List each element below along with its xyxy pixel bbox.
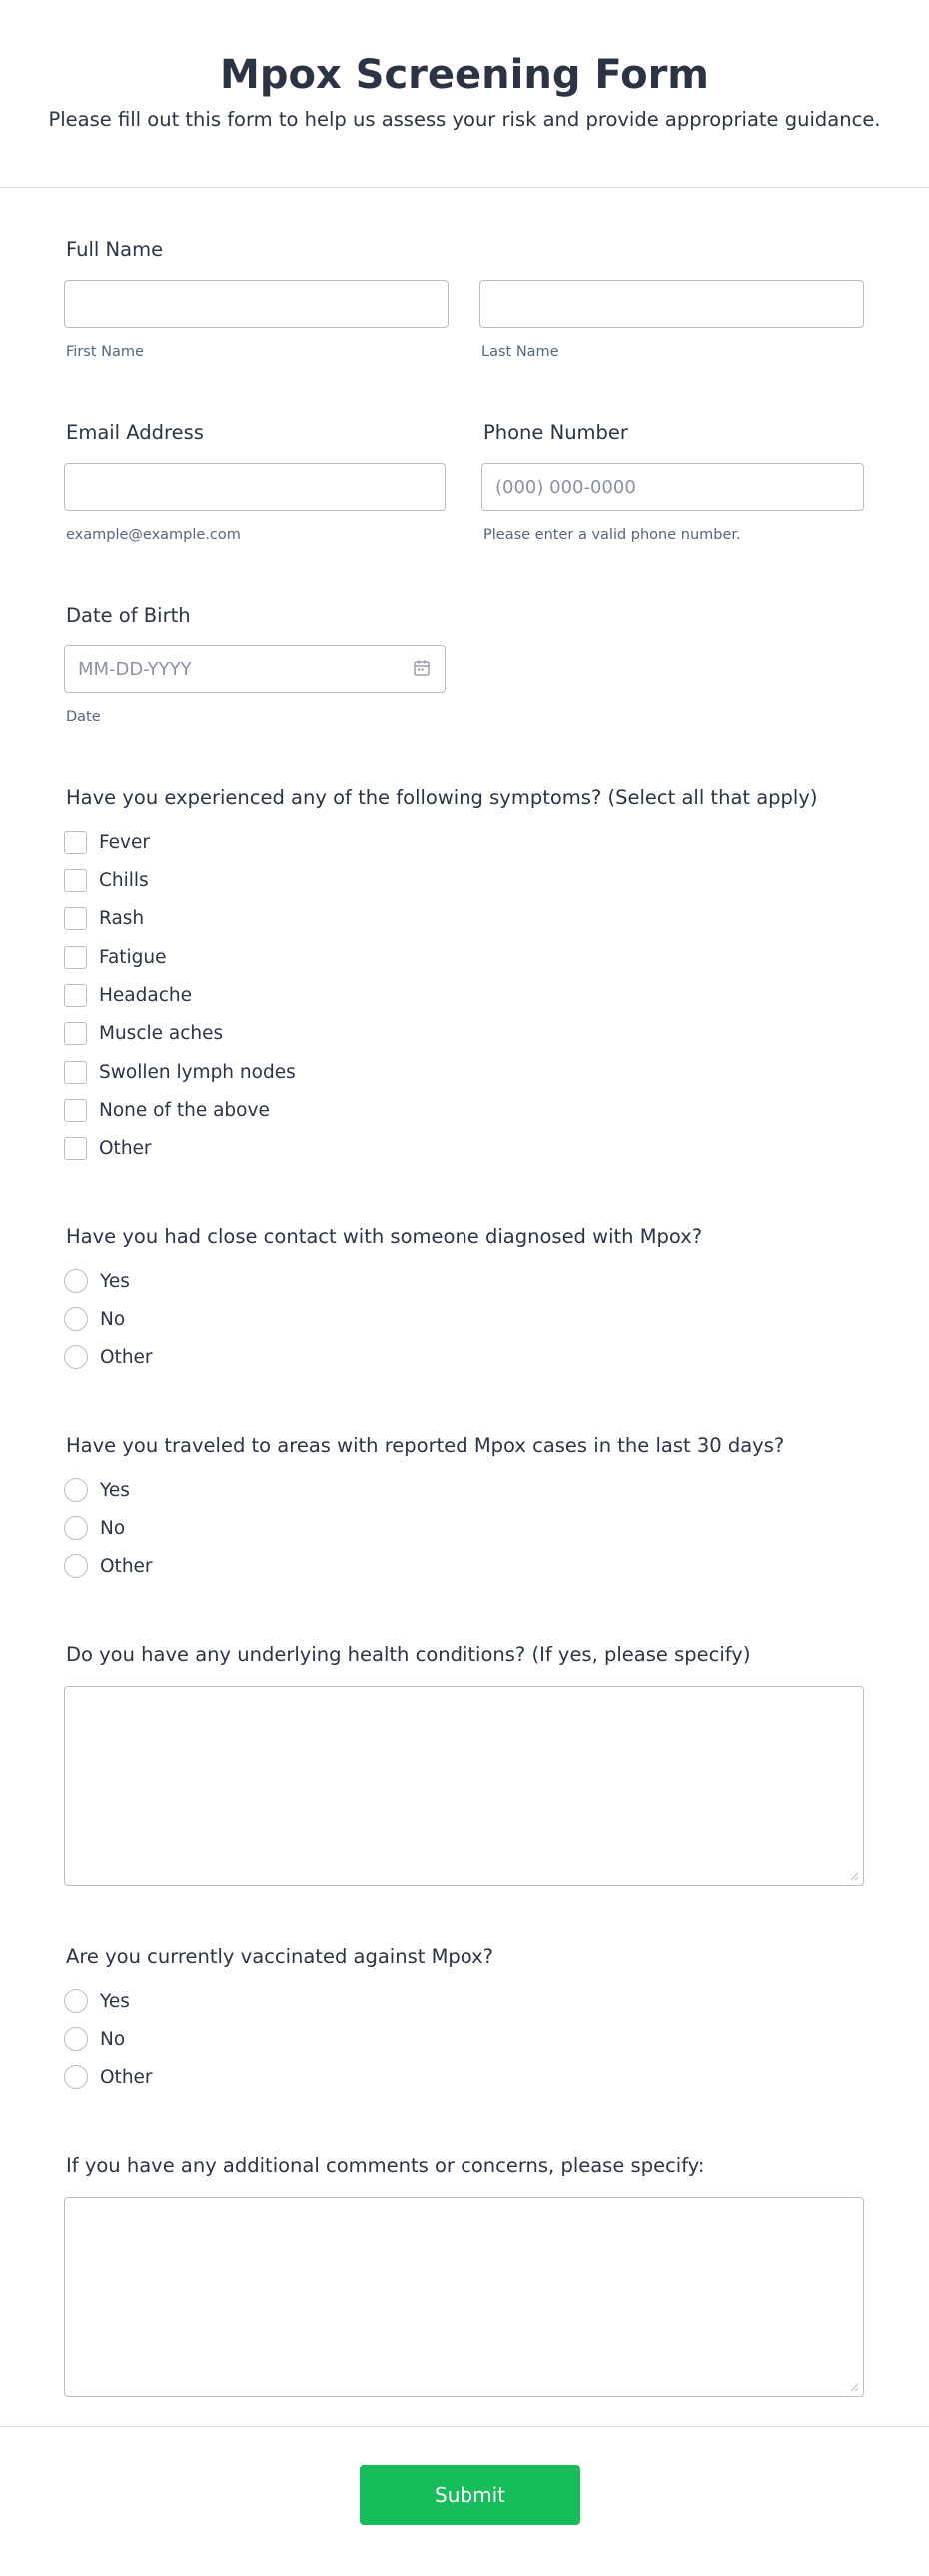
contact-option[interactable]: Other: [64, 1344, 153, 1370]
checkbox[interactable]: [64, 1022, 87, 1045]
form-title: Mpox Screening Form: [220, 52, 709, 98]
contact-option[interactable]: No: [64, 1306, 125, 1332]
dob-sublabel: Date: [66, 709, 101, 725]
contact-label: Have you had close contact with someone diagnosed with Mpox?: [66, 1225, 703, 1248]
travel-option[interactable]: Yes: [64, 1477, 130, 1503]
radio-button[interactable]: [64, 1516, 88, 1540]
travel-option[interactable]: Other: [64, 1553, 153, 1579]
radio-button[interactable]: [64, 1554, 88, 1578]
symptom-option[interactable]: None of the above: [64, 1097, 270, 1123]
phone-input[interactable]: [481, 463, 864, 511]
dob-input[interactable]: [64, 645, 446, 693]
health-label: Do you have any underlying health conditions? (If yes, please specify): [66, 1643, 751, 1666]
form-subtitle: Please fill out this form to help us assess your risk and provide appropriate guidance.: [48, 108, 881, 131]
checkbox[interactable]: [64, 1099, 87, 1122]
symptom-option[interactable]: Headache: [64, 982, 192, 1008]
email-label: Email Address: [66, 421, 204, 444]
symptoms-label: Have you experienced any of the following symptoms? (Select all that apply): [66, 786, 818, 809]
last-name-sublabel: Last Name: [481, 344, 559, 360]
radio-button[interactable]: [64, 1307, 88, 1331]
radio-button[interactable]: [64, 1345, 88, 1369]
radio-button[interactable]: [64, 2065, 88, 2089]
comments-label: If you have any additional comments or concerns, please specify:: [66, 2154, 705, 2177]
symptom-option[interactable]: Rash: [64, 905, 144, 931]
resize-grip-icon[interactable]: [849, 1871, 859, 1881]
email-sublabel: example@example.com: [66, 527, 241, 543]
first-name-sublabel: First Name: [66, 344, 144, 360]
contact-option[interactable]: Yes: [64, 1268, 130, 1294]
vaccinated-option[interactable]: No: [64, 2026, 125, 2052]
checkbox[interactable]: [64, 869, 87, 892]
symptom-option[interactable]: Fever: [64, 829, 150, 855]
vaccinated-option[interactable]: Other: [64, 2064, 153, 2090]
comments-textarea[interactable]: [64, 2197, 864, 2397]
form-header: [0, 0, 929, 188]
phone-sublabel: Please enter a valid phone number.: [483, 527, 741, 543]
radio-button[interactable]: [64, 2027, 88, 2051]
vaccinated-label: Are you currently vaccinated against Mpox?: [66, 1945, 494, 1968]
full-name-label: Full Name: [66, 238, 164, 261]
checkbox[interactable]: [64, 984, 87, 1007]
resize-grip-icon[interactable]: [849, 2382, 859, 2392]
travel-label: Have you traveled to areas with reported Mpox cases in the last 30 days?: [66, 1434, 785, 1457]
submit-button[interactable]: Submit: [360, 2465, 580, 2525]
dob-label: Date of Birth: [66, 604, 191, 627]
phone-label: Phone Number: [483, 421, 628, 444]
symptom-option[interactable]: Fatigue: [64, 944, 167, 970]
checkbox[interactable]: [64, 1061, 87, 1084]
radio-button[interactable]: [64, 1269, 88, 1293]
email-input[interactable]: [64, 463, 446, 511]
health-textarea[interactable]: [64, 1686, 864, 1886]
symptom-option[interactable]: Chills: [64, 867, 149, 893]
last-name-input[interactable]: [479, 280, 864, 328]
radio-button[interactable]: [64, 1989, 88, 2013]
checkbox[interactable]: [64, 907, 87, 930]
symptom-option[interactable]: Muscle aches: [64, 1020, 223, 1046]
checkbox[interactable]: [64, 831, 87, 854]
travel-option[interactable]: No: [64, 1515, 125, 1541]
checkbox[interactable]: [64, 946, 87, 969]
first-name-input[interactable]: [64, 280, 449, 328]
checkbox[interactable]: [64, 1137, 87, 1160]
symptom-option[interactable]: Other: [64, 1135, 152, 1161]
symptom-option[interactable]: Swollen lymph nodes: [64, 1059, 296, 1085]
vaccinated-option[interactable]: Yes: [64, 1988, 130, 2014]
calendar-icon[interactable]: [413, 659, 431, 677]
radio-button[interactable]: [64, 1478, 88, 1502]
